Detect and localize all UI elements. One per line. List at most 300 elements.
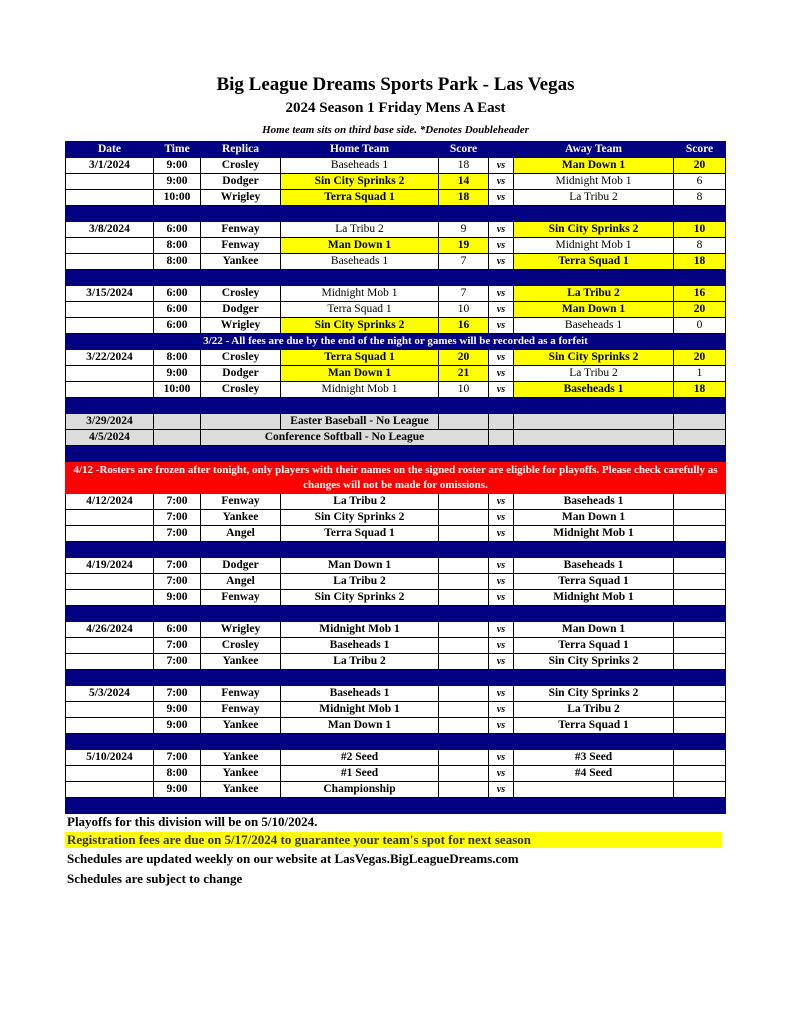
date-cell: 5/3/2024 [66, 686, 154, 702]
table-row [66, 318, 726, 334]
vs-cell: vs [489, 782, 514, 798]
away-team-cell: Baseheads 1 [514, 558, 674, 574]
vs-cell: vs [489, 718, 514, 734]
spacer-cell [489, 206, 514, 222]
spacer-cell [489, 798, 514, 814]
away-team-cell: Man Down 1 [514, 302, 674, 318]
away-score-cell [674, 750, 726, 766]
away-team-cell: Terra Squad 1 [514, 254, 674, 270]
table-row [66, 366, 726, 382]
gray-row [66, 414, 726, 430]
away-score-cell: 20 [674, 350, 726, 366]
empty-cell [514, 430, 674, 446]
date-cell: 4/5/2024 [66, 430, 154, 446]
table-row [66, 782, 726, 798]
replica-cell: Crosley [201, 350, 281, 366]
replica-cell: Fenway [201, 686, 281, 702]
spacer-row [66, 206, 726, 222]
spacer-row [66, 398, 726, 414]
header-cell: Time [154, 142, 201, 158]
home-team-cell: La Tribu 2 [281, 574, 439, 590]
header-cell: Home Team [281, 142, 439, 158]
away-score-cell: 0 [674, 318, 726, 334]
spacer-row [66, 270, 726, 286]
home-score-cell [439, 622, 489, 638]
score-cell [439, 414, 489, 430]
date-cell [66, 654, 154, 670]
spacer-cell [514, 446, 674, 462]
spacer-cell [674, 798, 726, 814]
spacer-cell [674, 606, 726, 622]
home-score-cell [439, 702, 489, 718]
time-cell: 7:00 [154, 558, 201, 574]
spacer-cell [674, 206, 726, 222]
vs-cell: vs [489, 286, 514, 302]
home-team-cell: Baseheads 1 [281, 638, 439, 654]
home-score-cell [439, 510, 489, 526]
table-row [66, 190, 726, 206]
spacer-cell [201, 446, 281, 462]
spacer-cell [66, 670, 154, 686]
spacer-cell [154, 670, 201, 686]
home-score-cell: 19 [439, 238, 489, 254]
away-score-cell: 18 [674, 382, 726, 398]
vs-cell: vs [489, 158, 514, 174]
home-score-cell: 18 [439, 158, 489, 174]
home-team-cell: Sin City Sprinks 2 [281, 174, 439, 190]
vs-cell: vs [489, 382, 514, 398]
away-score-cell: 8 [674, 238, 726, 254]
table-row [66, 350, 726, 366]
red-row [66, 462, 726, 494]
time-cell: 7:00 [154, 510, 201, 526]
date-cell [66, 702, 154, 718]
replica-cell: Fenway [201, 222, 281, 238]
spacer-cell [489, 446, 514, 462]
time-cell: 10:00 [154, 382, 201, 398]
home-team-cell: Sin City Sprinks 2 [281, 590, 439, 606]
spacer-cell [281, 670, 439, 686]
spacer-cell [201, 670, 281, 686]
away-score-cell [674, 766, 726, 782]
home-score-cell: 20 [439, 350, 489, 366]
spacer-cell [66, 798, 154, 814]
spacer-cell [514, 734, 674, 750]
table-row [66, 254, 726, 270]
spacer-cell [201, 798, 281, 814]
date-cell [66, 718, 154, 734]
spacer-cell [439, 542, 489, 558]
table-row [66, 718, 726, 734]
no-league-cell: Easter Baseball - No League [281, 414, 439, 430]
spacer-cell [154, 206, 201, 222]
replica-cell: Yankee [201, 766, 281, 782]
spacer-cell [514, 270, 674, 286]
away-team-cell: Baseheads 1 [514, 382, 674, 398]
home-team-cell: Midnight Mob 1 [281, 702, 439, 718]
date-cell: 4/26/2024 [66, 622, 154, 638]
vs-cell: vs [489, 558, 514, 574]
vs-cell: vs [489, 222, 514, 238]
spacer-cell [439, 446, 489, 462]
away-team-cell: Sin City Sprinks 2 [514, 654, 674, 670]
date-cell: 4/19/2024 [66, 558, 154, 574]
spacer-cell [439, 606, 489, 622]
page-title: Big League Dreams Sports Park - Las Vegas [216, 74, 575, 95]
replica-cell: Wrigley [201, 622, 281, 638]
away-score-cell [674, 654, 726, 670]
date-cell: 3/29/2024 [66, 414, 154, 430]
empty-cell [489, 414, 514, 430]
spacer-cell [489, 734, 514, 750]
date-cell [66, 382, 154, 398]
table-row [66, 686, 726, 702]
home-team-cell: Man Down 1 [281, 366, 439, 382]
away-team-cell: La Tribu 2 [514, 366, 674, 382]
away-score-cell: 20 [674, 158, 726, 174]
away-score-cell [674, 558, 726, 574]
spacer-cell [201, 734, 281, 750]
table-row [66, 158, 726, 174]
table-row [66, 622, 726, 638]
spacer-cell [281, 206, 439, 222]
replica-cell: Yankee [201, 718, 281, 734]
website-note: Schedules are updated weekly on our website at LasVegas.BigLeagueDreams.com [67, 851, 519, 866]
time-cell: 8:00 [154, 238, 201, 254]
away-score-cell: 1 [674, 366, 726, 382]
spacer-cell [201, 542, 281, 558]
table-row [66, 302, 726, 318]
spacer-cell [154, 270, 201, 286]
replica-cell: Dodger [201, 174, 281, 190]
spacer-row [66, 670, 726, 686]
away-score-cell: 8 [674, 190, 726, 206]
spacer-cell [514, 398, 674, 414]
table-row [66, 526, 726, 542]
spacer-cell [439, 398, 489, 414]
time-cell: 8:00 [154, 254, 201, 270]
no-league-cell: Conference Softball - No League [201, 430, 489, 446]
away-score-cell [674, 574, 726, 590]
spacer-cell [201, 606, 281, 622]
spacer-cell [674, 270, 726, 286]
replica-cell: Yankee [201, 750, 281, 766]
away-team-cell: La Tribu 2 [514, 702, 674, 718]
replica-cell: Fenway [201, 238, 281, 254]
home-score-cell [439, 558, 489, 574]
home-score-cell: 7 [439, 286, 489, 302]
spacer-cell [489, 542, 514, 558]
away-team-cell: Terra Squad 1 [514, 638, 674, 654]
home-score-cell [439, 686, 489, 702]
spacer-row [66, 798, 726, 814]
spacer-cell [66, 542, 154, 558]
spacer-row [66, 606, 726, 622]
spacer-row [66, 446, 726, 462]
home-team-cell: #2 Seed [281, 750, 439, 766]
time-cell [154, 414, 201, 430]
table-row [66, 286, 726, 302]
home-team-cell: La Tribu 2 [281, 654, 439, 670]
away-team-cell: Man Down 1 [514, 622, 674, 638]
away-team-cell: Midnight Mob 1 [514, 238, 674, 254]
away-score-cell [674, 622, 726, 638]
home-team-cell: Midnight Mob 1 [281, 382, 439, 398]
table-row [66, 558, 726, 574]
schedule-table [65, 141, 726, 814]
time-cell: 8:00 [154, 766, 201, 782]
spacer-cell [66, 270, 154, 286]
away-score-cell [674, 638, 726, 654]
away-team-cell: Baseheads 1 [514, 494, 674, 510]
table-row [66, 222, 726, 238]
home-score-cell: 14 [439, 174, 489, 190]
time-cell: 9:00 [154, 366, 201, 382]
time-cell: 7:00 [154, 574, 201, 590]
vs-cell: vs [489, 766, 514, 782]
home-team-cell: Baseheads 1 [281, 254, 439, 270]
time-cell: 9:00 [154, 174, 201, 190]
replica-cell: Yankee [201, 510, 281, 526]
replica-cell: Angel [201, 526, 281, 542]
table-row [66, 174, 726, 190]
header-cell: Score [674, 142, 726, 158]
home-team-cell: Terra Squad 1 [281, 350, 439, 366]
spacer-cell [154, 734, 201, 750]
spacer-cell [154, 446, 201, 462]
vs-cell: vs [489, 318, 514, 334]
away-team-cell: #4 Seed [514, 766, 674, 782]
spacer-cell [281, 798, 439, 814]
time-cell: 6:00 [154, 286, 201, 302]
away-score-cell [674, 526, 726, 542]
vs-cell: vs [489, 350, 514, 366]
home-team-cell: Terra Squad 1 [281, 526, 439, 542]
replica-cell: Fenway [201, 590, 281, 606]
table-row [66, 494, 726, 510]
spacer-cell [439, 270, 489, 286]
away-team-cell: Man Down 1 [514, 158, 674, 174]
table-row [66, 382, 726, 398]
replica-cell: Fenway [201, 702, 281, 718]
empty-cell [514, 414, 674, 430]
header-cell: Date [66, 142, 154, 158]
home-team-cell: Terra Squad 1 [281, 302, 439, 318]
date-cell [66, 174, 154, 190]
spacer-cell [674, 734, 726, 750]
away-team-cell: Midnight Mob 1 [514, 590, 674, 606]
away-score-cell [674, 494, 726, 510]
spacer-cell [66, 734, 154, 750]
header-cell: Away Team [514, 142, 674, 158]
spacer-cell [439, 206, 489, 222]
header-cell: Replica [201, 142, 281, 158]
home-score-cell [439, 638, 489, 654]
time-cell: 7:00 [154, 638, 201, 654]
away-team-cell: Man Down 1 [514, 510, 674, 526]
home-score-cell [439, 574, 489, 590]
home-score-cell [439, 526, 489, 542]
date-cell [66, 574, 154, 590]
replica-cell: Dodger [201, 302, 281, 318]
time-cell: 6:00 [154, 222, 201, 238]
time-cell: 9:00 [154, 782, 201, 798]
header-cell [489, 142, 514, 158]
spacer-cell [674, 446, 726, 462]
schedule-note: Home team sits on third base side. *Denotes Doubleheader [262, 124, 529, 136]
away-score-cell: 18 [674, 254, 726, 270]
vs-cell: vs [489, 590, 514, 606]
time-cell: 9:00 [154, 702, 201, 718]
table-row [66, 238, 726, 254]
spacer-cell [514, 542, 674, 558]
away-team-cell: La Tribu 2 [514, 286, 674, 302]
spacer-cell [489, 670, 514, 686]
home-score-cell [439, 782, 489, 798]
spacer-cell [674, 670, 726, 686]
empty-cell [674, 430, 726, 446]
away-team-cell: Sin City Sprinks 2 [514, 686, 674, 702]
away-score-cell: 6 [674, 174, 726, 190]
date-cell [66, 366, 154, 382]
time-cell: 7:00 [154, 686, 201, 702]
time-cell: 7:00 [154, 654, 201, 670]
replica-cell: Dodger [201, 366, 281, 382]
fees-notice: 3/22 - All fees are due by the end of the night or games will be recorded as a forfeit [66, 334, 726, 350]
spacer-cell [281, 606, 439, 622]
spacer-cell [514, 670, 674, 686]
playoffs-note: Playoffs for this division will be on 5/10/2024. [67, 814, 318, 829]
home-team-cell: La Tribu 2 [281, 222, 439, 238]
home-score-cell: 7 [439, 254, 489, 270]
away-score-cell: 16 [674, 286, 726, 302]
spacer-cell [66, 398, 154, 414]
spacer-cell [674, 542, 726, 558]
replica-cell: Crosley [201, 382, 281, 398]
date-cell [66, 190, 154, 206]
home-team-cell: Midnight Mob 1 [281, 286, 439, 302]
home-team-cell: Baseheads 1 [281, 158, 439, 174]
time-cell: 6:00 [154, 302, 201, 318]
notice-row [66, 334, 726, 350]
spacer-cell [489, 398, 514, 414]
spacer-cell [489, 270, 514, 286]
time-cell: 9:00 [154, 590, 201, 606]
spacer-cell [439, 734, 489, 750]
spacer-cell [66, 606, 154, 622]
time-cell: 6:00 [154, 622, 201, 638]
date-cell [66, 318, 154, 334]
replica-cell: Yankee [201, 654, 281, 670]
away-score-cell [674, 782, 726, 798]
vs-cell: vs [489, 686, 514, 702]
home-team-cell: Man Down 1 [281, 238, 439, 254]
home-score-cell: 10 [439, 382, 489, 398]
spacer-cell [201, 270, 281, 286]
time-cell [154, 430, 201, 446]
home-team-cell: Championship [281, 782, 439, 798]
home-team-cell: La Tribu 2 [281, 494, 439, 510]
date-cell [66, 302, 154, 318]
table-row [66, 510, 726, 526]
home-team-cell: Man Down 1 [281, 558, 439, 574]
replica-cell [201, 414, 281, 430]
spacer-cell [66, 206, 154, 222]
spacer-cell [674, 398, 726, 414]
vs-cell: vs [489, 302, 514, 318]
replica-cell: Crosley [201, 638, 281, 654]
vs-cell: vs [489, 366, 514, 382]
home-score-cell [439, 718, 489, 734]
time-cell: 6:00 [154, 318, 201, 334]
home-score-cell: 16 [439, 318, 489, 334]
registration-note: Registration fees are due on 5/17/2024 to guarantee your team's spot for next season [65, 832, 722, 848]
spacer-cell [66, 446, 154, 462]
spacer-cell [281, 446, 439, 462]
away-team-cell: La Tribu 2 [514, 190, 674, 206]
vs-cell: vs [489, 238, 514, 254]
home-score-cell [439, 494, 489, 510]
away-score-cell [674, 510, 726, 526]
vs-cell: vs [489, 574, 514, 590]
date-cell: 3/1/2024 [66, 158, 154, 174]
away-team-cell: Sin City Sprinks 2 [514, 350, 674, 366]
vs-cell: vs [489, 702, 514, 718]
date-cell: 3/8/2024 [66, 222, 154, 238]
vs-cell: vs [489, 654, 514, 670]
date-cell [66, 254, 154, 270]
spacer-cell [154, 606, 201, 622]
date-cell [66, 638, 154, 654]
away-score-cell: 20 [674, 302, 726, 318]
gray-row [66, 430, 726, 446]
away-team-cell: #3 Seed [514, 750, 674, 766]
vs-cell: vs [489, 190, 514, 206]
home-score-cell [439, 590, 489, 606]
time-cell: 10:00 [154, 190, 201, 206]
table-row [66, 702, 726, 718]
time-cell: 7:00 [154, 494, 201, 510]
home-team-cell: Terra Squad 1 [281, 190, 439, 206]
date-cell [66, 590, 154, 606]
away-score-cell [674, 590, 726, 606]
away-team-cell: Sin City Sprinks 2 [514, 222, 674, 238]
spacer-cell [201, 398, 281, 414]
vs-cell: vs [489, 254, 514, 270]
time-cell: 9:00 [154, 158, 201, 174]
away-team-cell: Terra Squad 1 [514, 718, 674, 734]
away-team-cell: Terra Squad 1 [514, 574, 674, 590]
home-team-cell: Baseheads 1 [281, 686, 439, 702]
table-row [66, 750, 726, 766]
replica-cell: Yankee [201, 782, 281, 798]
vs-cell: vs [489, 494, 514, 510]
time-cell: 7:00 [154, 750, 201, 766]
date-cell: 5/10/2024 [66, 750, 154, 766]
spacer-row [66, 734, 726, 750]
vs-cell: vs [489, 510, 514, 526]
date-cell: 3/15/2024 [66, 286, 154, 302]
replica-cell: Angel [201, 574, 281, 590]
spacer-cell [281, 542, 439, 558]
date-cell [66, 526, 154, 542]
spacer-cell [514, 798, 674, 814]
spacer-cell [154, 798, 201, 814]
replica-cell: Wrigley [201, 190, 281, 206]
home-score-cell [439, 654, 489, 670]
spacer-cell [281, 270, 439, 286]
header-cell: Score [439, 142, 489, 158]
